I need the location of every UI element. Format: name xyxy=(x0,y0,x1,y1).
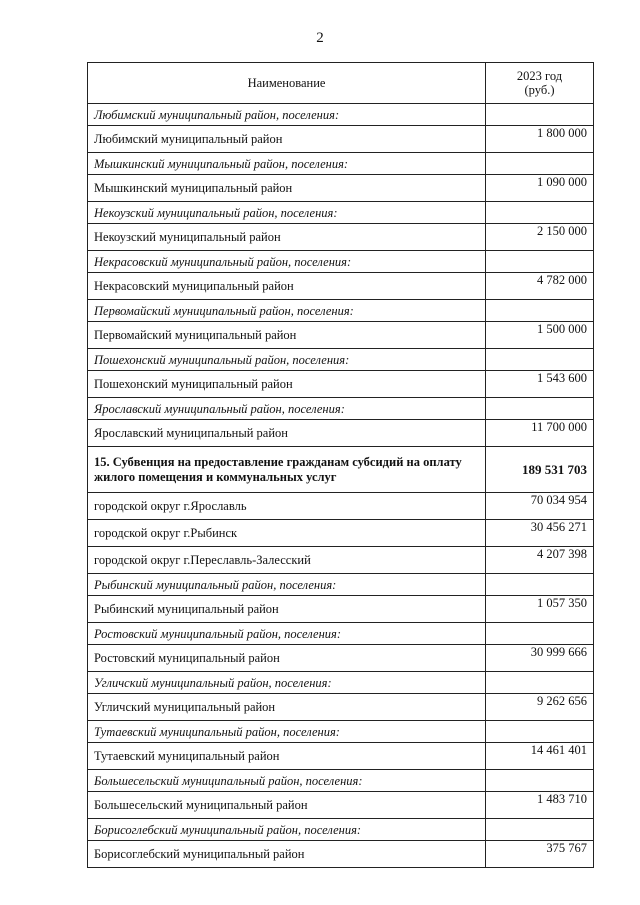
amount-cell xyxy=(486,153,594,175)
amount-cell: 11 700 000 xyxy=(486,420,594,447)
amount-cell xyxy=(486,104,594,126)
amount-cell: 1 543 600 xyxy=(486,371,594,398)
group-name-cell: Тутаевский муниципальный район, поселения: xyxy=(88,721,486,743)
table-row xyxy=(88,841,594,868)
entry-name-cell: Некрасовский муниципальный район xyxy=(88,273,486,300)
entry-name-cell: городской округ г.Переславль-Залесский xyxy=(88,547,486,574)
table-row xyxy=(88,596,594,623)
entry-name-cell: Мышкинский муниципальный район xyxy=(88,175,486,202)
amount-cell xyxy=(486,574,594,596)
group-row xyxy=(88,623,594,645)
column-header-year xyxy=(486,63,594,104)
amount-cell: 14 461 401 xyxy=(486,743,594,770)
group-row xyxy=(88,300,594,322)
group-name-cell: Некрасовский муниципальный район, поселения: xyxy=(88,251,486,273)
group-name-cell: Пошехонский муниципальный район, поселения: xyxy=(88,349,486,371)
section-row xyxy=(88,447,594,493)
group-row xyxy=(88,153,594,175)
group-row xyxy=(88,398,594,420)
amount-cell xyxy=(486,251,594,273)
table-row xyxy=(88,694,594,721)
group-row xyxy=(88,819,594,841)
entry-name-cell: Большесельский муниципальный район xyxy=(88,792,486,819)
amount-cell: 375 767 xyxy=(486,841,594,868)
amount-cell xyxy=(486,672,594,694)
column-header-year-label: 2023 год xyxy=(516,69,563,83)
table-row xyxy=(88,273,594,300)
entry-name-cell: Рыбинский муниципальный район xyxy=(88,596,486,623)
group-row xyxy=(88,721,594,743)
group-row xyxy=(88,349,594,371)
table-row xyxy=(88,792,594,819)
amount-cell: 4 207 398 xyxy=(486,547,594,574)
group-row xyxy=(88,202,594,224)
table-row xyxy=(88,371,594,398)
table-header-row xyxy=(88,63,594,104)
amount-cell: 30 999 666 xyxy=(486,645,594,672)
group-row xyxy=(88,770,594,792)
amount-cell: 4 782 000 xyxy=(486,273,594,300)
amount-cell: 1 057 350 xyxy=(486,596,594,623)
entry-name-cell: городской округ г.Ярославль xyxy=(88,493,486,520)
table-row xyxy=(88,493,594,520)
group-name-cell: Ярославский муниципальный район, поселения: xyxy=(88,398,486,420)
entry-name-cell: Ярославский муниципальный район xyxy=(88,420,486,447)
column-header-unit: (руб.) xyxy=(524,83,555,97)
amount-cell xyxy=(486,202,594,224)
amount-cell: 70 034 954 xyxy=(486,493,594,520)
amount-cell xyxy=(486,300,594,322)
entry-name-cell: Ростовский муниципальный район xyxy=(88,645,486,672)
entry-name-cell: городской округ г.Рыбинск xyxy=(88,520,486,547)
amount-cell: 1 090 000 xyxy=(486,175,594,202)
entry-name-cell: Угличский муниципальный район xyxy=(88,694,486,721)
table-body xyxy=(88,104,594,868)
amount-cell xyxy=(486,819,594,841)
entry-name-cell: Некоузский муниципальный район xyxy=(88,224,486,251)
group-row xyxy=(88,672,594,694)
entry-name-cell: Борисоглебский муниципальный район xyxy=(88,841,486,868)
amount-cell: 1 500 000 xyxy=(486,322,594,349)
section-title-cell: 15. Субвенция на предоставление гражданам субсидий на оплату жилого помещения и коммунальных услуг xyxy=(88,447,486,493)
page-number: 2 xyxy=(316,30,324,46)
group-name-cell: Рыбинский муниципальный район, поселения: xyxy=(88,574,486,596)
table-row xyxy=(88,420,594,447)
entry-name-cell: Тутаевский муниципальный район xyxy=(88,743,486,770)
amount-cell: 2 150 000 xyxy=(486,224,594,251)
group-name-cell: Первомайский муниципальный район, поселения: xyxy=(88,300,486,322)
table-row xyxy=(88,743,594,770)
group-row xyxy=(88,574,594,596)
table-row xyxy=(88,175,594,202)
amount-cell: 1 483 710 xyxy=(486,792,594,819)
table-row xyxy=(88,322,594,349)
budget-table xyxy=(87,62,594,868)
entry-name-cell: Пошехонский муниципальный район xyxy=(88,371,486,398)
column-header-name: Наименование xyxy=(88,63,486,104)
group-row xyxy=(88,104,594,126)
table-row xyxy=(88,645,594,672)
table-row xyxy=(88,520,594,547)
table-row xyxy=(88,224,594,251)
group-name-cell: Ростовский муниципальный район, поселения: xyxy=(88,623,486,645)
group-name-cell: Большесельский муниципальный район, поселения: xyxy=(88,770,486,792)
group-row xyxy=(88,251,594,273)
amount-cell xyxy=(486,623,594,645)
table-row xyxy=(88,547,594,574)
entry-name-cell: Первомайский муниципальный район xyxy=(88,322,486,349)
amount-cell xyxy=(486,721,594,743)
amount-cell: 30 456 271 xyxy=(486,520,594,547)
entry-name-cell: Любимский муниципальный район xyxy=(88,126,486,153)
amount-cell xyxy=(486,349,594,371)
table-row xyxy=(88,126,594,153)
group-name-cell: Некоузский муниципальный район, поселения: xyxy=(88,202,486,224)
group-name-cell: Борисоглебский муниципальный район, поселения: xyxy=(88,819,486,841)
amount-cell: 1 800 000 xyxy=(486,126,594,153)
group-name-cell: Любимский муниципальный район, поселения: xyxy=(88,104,486,126)
group-name-cell: Угличский муниципальный район, поселения: xyxy=(88,672,486,694)
amount-cell xyxy=(486,398,594,420)
section-total-cell: 189 531 703 xyxy=(486,447,594,493)
amount-cell xyxy=(486,770,594,792)
amount-cell: 9 262 656 xyxy=(486,694,594,721)
group-name-cell: Мышкинский муниципальный район, поселения: xyxy=(88,153,486,175)
